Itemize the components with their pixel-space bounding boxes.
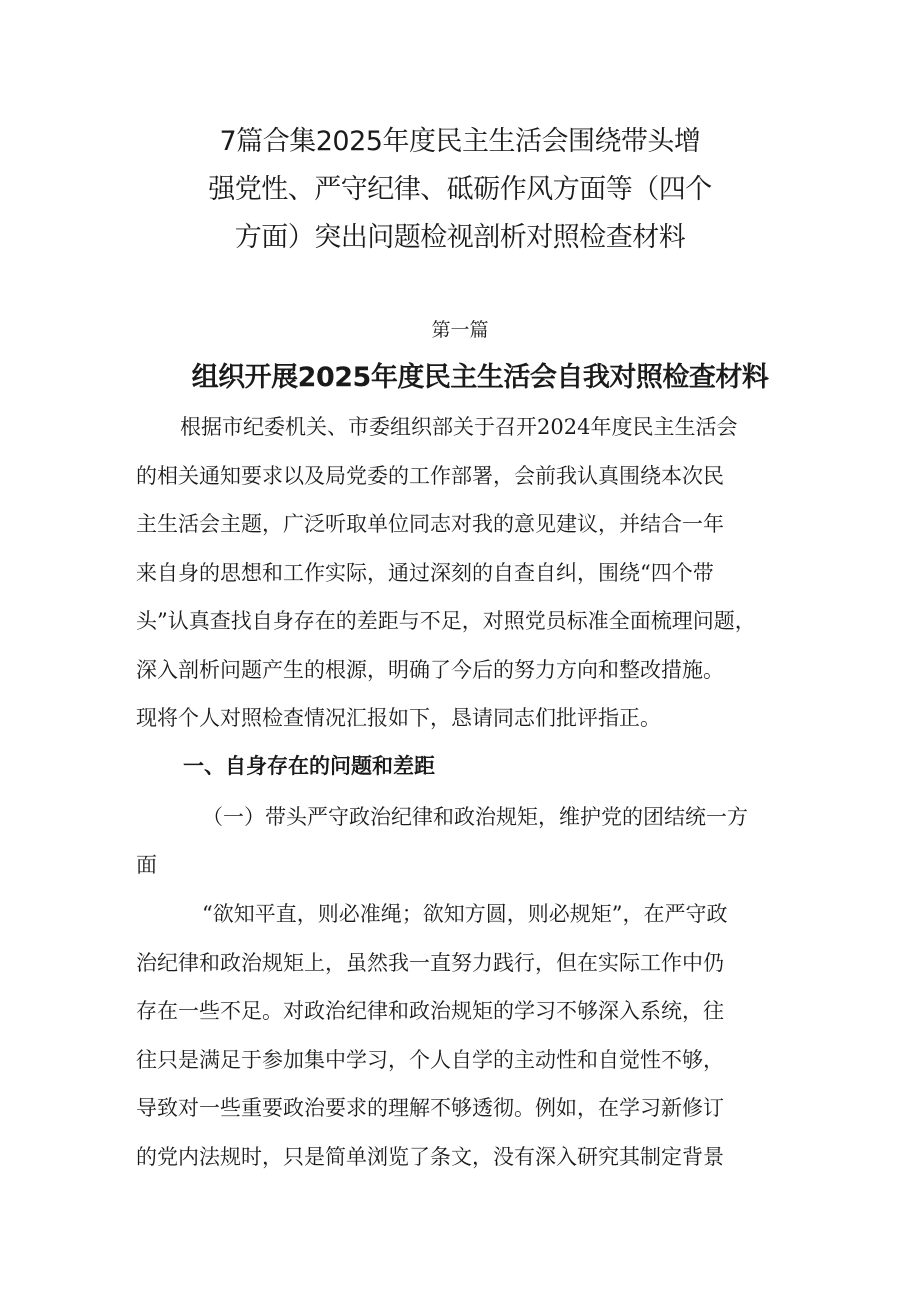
text-line: 导致对一些重要政治要求的理解不够透彻。例如，在学习新修订 bbox=[136, 1096, 724, 1120]
heading-level-1: 一、自身存在的问题和差距 bbox=[183, 754, 435, 778]
text-line: 根据市纪委机关、市委组织部关于召开2024年度民主生活会 bbox=[180, 415, 738, 439]
text-line: 面 bbox=[136, 853, 157, 877]
subheading-1 bbox=[136, 793, 796, 889]
text-line: 现将个人对照检查情况汇报如下，恳请同志们批评指正。 bbox=[136, 706, 661, 730]
title-line: 方面）突出问题检视剖析对照检查材料 bbox=[234, 222, 686, 253]
title-line: 强党性、严守纪律、砥砺作风方面等（四个 bbox=[208, 174, 712, 205]
text-line: 头”认真查找自身存在的差距与不足，对照党员标准全面梳理问题， bbox=[136, 609, 756, 633]
text-line: （一）带头严守政治纪律和政治规矩，维护党的团结统一方 bbox=[202, 805, 748, 829]
intro-paragraph bbox=[136, 403, 796, 743]
section-title: 组织开展2025年度民主生活会自我对照检查材料 bbox=[191, 362, 769, 393]
title-line: 7篇合集2025年度民主生活会围绕带头增 bbox=[219, 126, 701, 157]
part-label: 第一篇 bbox=[431, 319, 489, 341]
text-line: 的相关通知要求以及局党委的工作部署，会前我认真围绕本次民 bbox=[136, 463, 724, 488]
text-line: 来自身的思想和工作实际，通过深刻的自查自纠，围绕“四个带 bbox=[136, 560, 714, 585]
text-line: “欲知平直，则必准绳；欲知方圆，则必规矩”，在严守政 bbox=[202, 902, 728, 926]
text-line: 存在一些不足。对政治纪律和政治规矩的学习不够深入系统，往 bbox=[136, 999, 724, 1023]
text-line: 治纪律和政治规矩上，虽然我一直努力践行，但在实际工作中仍 bbox=[136, 950, 724, 975]
text-line: 深入剖析问题产生的根源，明确了今后的努力方向和整改措施。 bbox=[136, 657, 724, 682]
body-paragraph bbox=[136, 890, 796, 1181]
document-title bbox=[150, 118, 770, 262]
text-line: 主生活会主题，广泛听取单位同志对我的意见建议，并结合一年 bbox=[136, 512, 724, 536]
text-line: 往只是满足于参加集中学习，个人自学的主动性和自觉性不够， bbox=[136, 1047, 724, 1072]
text-line: 的党内法规时，只是简单浏览了条文，没有深入研究其制定背景 bbox=[136, 1144, 724, 1169]
